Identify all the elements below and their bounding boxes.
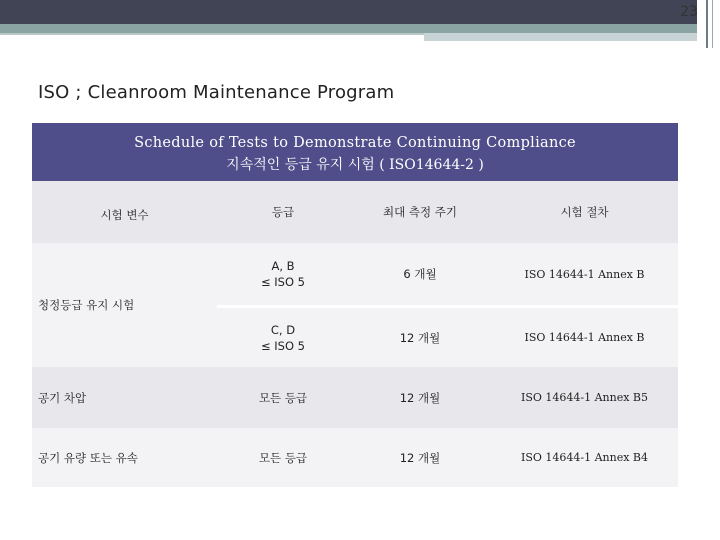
column-header-param: 시험 변수 [100, 208, 149, 222]
row-param: 공기 유량 또는 유속 [38, 450, 138, 465]
row-period: 6 개월 [403, 267, 437, 281]
row-class [217, 243, 349, 305]
column-header-class: 등급 [271, 205, 295, 219]
row-param: 공기 차압 [38, 390, 87, 405]
row-procedure: ISO 14644-1 Annex B4 [520, 451, 648, 464]
accent-line [0, 33, 424, 35]
row-class: 모든 등급 [258, 390, 308, 405]
row-class-line1: C, D [270, 322, 296, 337]
column-header-period: 최대 측정 주기 [383, 205, 457, 219]
table-header-subtitle: 지속적인 등급 유지 시험 ( ISO14644-2 ) [226, 157, 484, 173]
table-row [32, 367, 678, 428]
table-header [32, 123, 678, 181]
row-param: 청정등급 유지 시험 [38, 298, 135, 312]
page-number: 23 [680, 4, 698, 20]
divider [712, 0, 713, 48]
row-class [217, 308, 349, 367]
table-row [217, 308, 678, 367]
row-procedure: ISO 14644-1 Annex B [524, 267, 645, 281]
column-header-procedure: 시험 절차 [560, 205, 609, 219]
top-bar [0, 0, 697, 24]
row-procedure: ISO 14644-1 Annex B [524, 331, 645, 344]
row-class: 모든 등급 [258, 450, 308, 465]
table-row [32, 428, 678, 487]
row-class-line2: ≤ ISO 5 [260, 275, 305, 289]
row-period: 12 개월 [399, 450, 441, 465]
accent-band-right [424, 33, 697, 41]
row-class-line1: A, B [271, 259, 295, 273]
column-header-row [32, 181, 678, 243]
row-procedure: ISO 14644-1 Annex B5 [520, 391, 648, 404]
table-header-title: Schedule of Tests to Demonstrate Continuing Compliance [134, 135, 576, 151]
row-class-line2: ≤ ISO 5 [260, 338, 305, 353]
table-row [217, 243, 678, 305]
row-period: 12 개월 [399, 330, 441, 345]
divider [706, 0, 708, 48]
accent-band [0, 24, 697, 33]
slide-title: ISO ; Cleanroom Maintenance Program [38, 82, 395, 103]
row-period: 12 개월 [399, 390, 441, 405]
schedule-table [32, 123, 678, 487]
